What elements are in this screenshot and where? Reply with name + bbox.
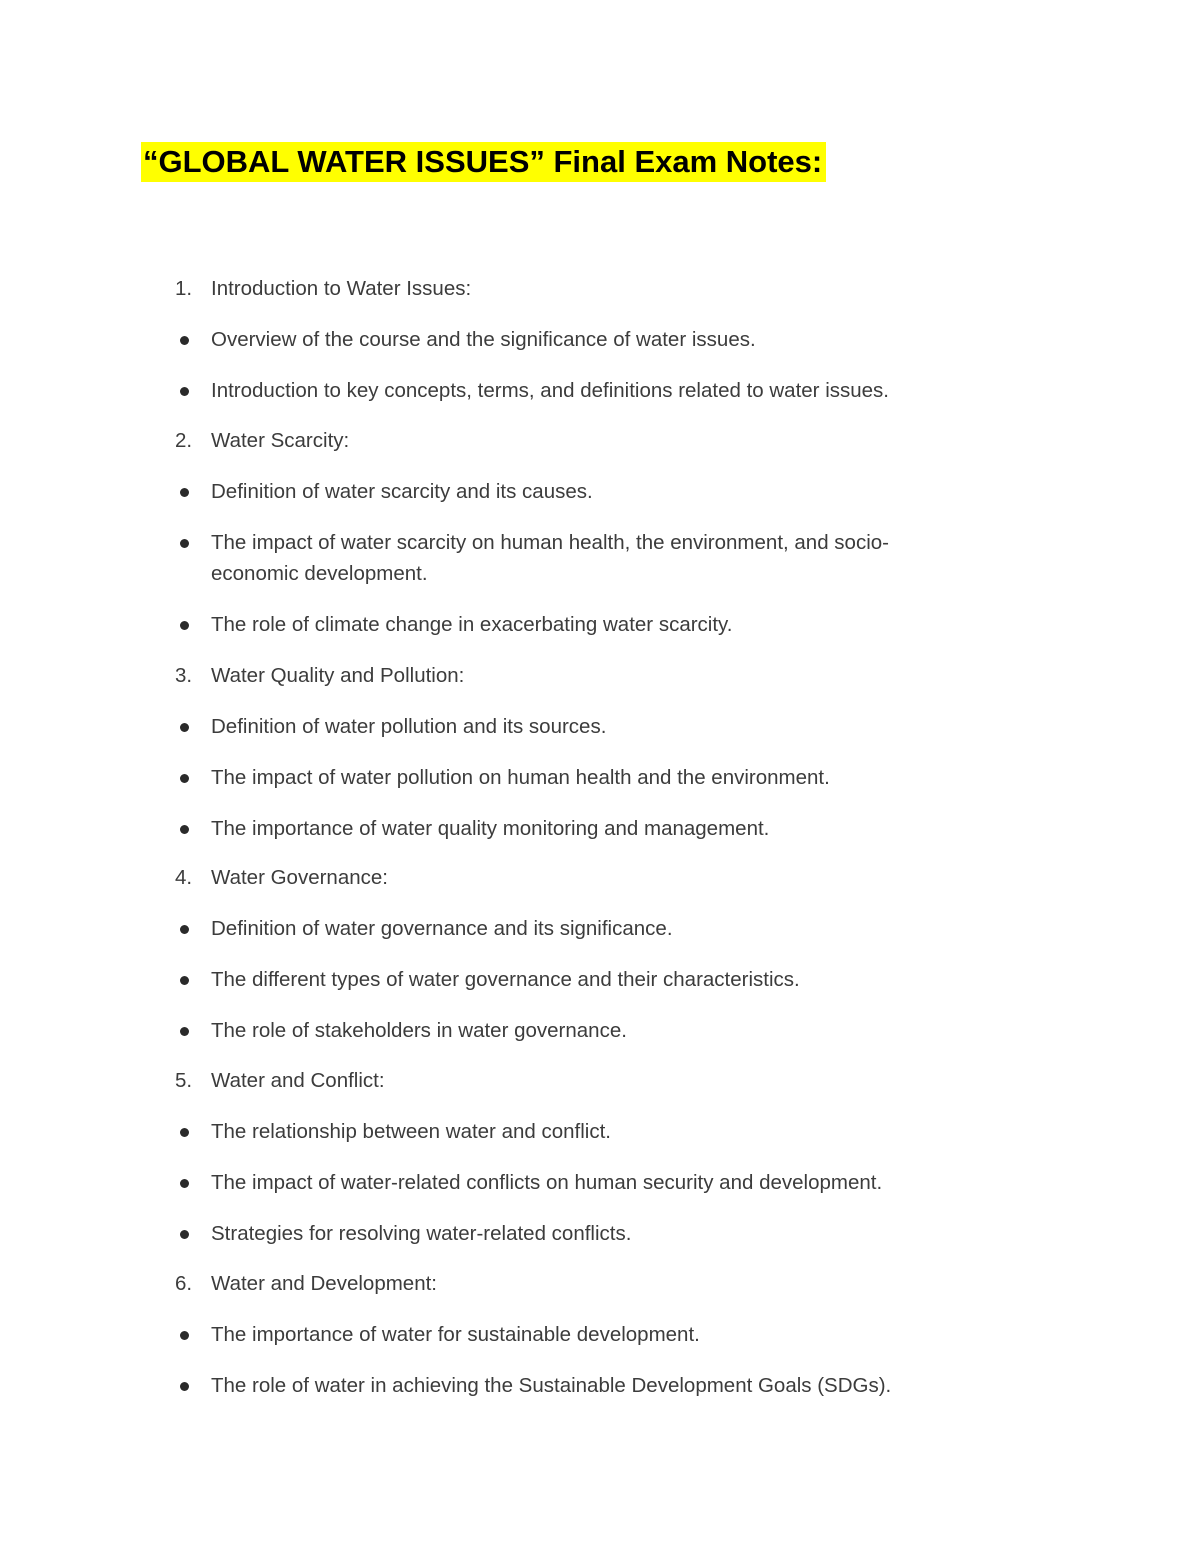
bullet-text: Overview of the course and the significance of water issues. (211, 328, 756, 351)
bullet-dot-icon (180, 925, 189, 934)
document-title: “GLOBAL WATER ISSUES” Final Exam Notes: (141, 142, 826, 182)
bullet-marker (175, 1116, 203, 1147)
bullet-marker (175, 527, 203, 558)
list-number-label: 3. (175, 664, 193, 687)
bullet-text: Strategies for resolving water-related conflicts. (211, 1222, 632, 1245)
bullet-dot-icon (180, 1179, 189, 1188)
list-number (175, 862, 203, 893)
section-heading-text: Water Quality and Pollution: (211, 664, 465, 687)
bullet-marker (175, 813, 203, 844)
bullet-marker (175, 1370, 203, 1401)
bullet-dot-icon (180, 723, 189, 732)
bullet-marker (175, 1167, 203, 1198)
bullet-dot-icon (180, 1382, 189, 1391)
bullet-text: The importance of water quality monitoring and management. (211, 817, 770, 840)
section-heading-text: Water and Conflict: (211, 1069, 385, 1092)
section-heading-text: Water and Development: (211, 1272, 437, 1295)
bullet-text: Definition of water scarcity and its causes. (211, 480, 593, 503)
bullet-marker (175, 913, 203, 944)
bullet-dot-icon (180, 774, 189, 783)
bullet-marker (175, 375, 203, 406)
list-number (175, 660, 203, 691)
bullet-marker (175, 1319, 203, 1350)
bullet-dot-icon (180, 1331, 189, 1340)
bullet-marker (175, 964, 203, 995)
bullet-marker (175, 476, 203, 507)
bullet-text: The relationship between water and conflict. (211, 1120, 611, 1143)
list-number (175, 425, 203, 456)
bullet-dot-icon (180, 1230, 189, 1239)
bullet-dot-icon (180, 1027, 189, 1036)
list-number-label: 2. (175, 429, 193, 452)
bullet-text: The different types of water governance and their characteristics. (211, 968, 800, 991)
list-number-label: 6. (175, 1272, 193, 1295)
bullet-marker (175, 762, 203, 793)
bullet-dot-icon (180, 488, 189, 497)
bullet-dot-icon (180, 1128, 189, 1137)
bullet-text: The role of water in achieving the Sustainable Development Goals (SDGs). (211, 1374, 892, 1397)
list-number (175, 1268, 203, 1299)
bullet-marker (175, 324, 203, 355)
bullet-text: The importance of water for sustainable development. (211, 1323, 700, 1346)
list-number (175, 273, 203, 304)
bullet-marker (175, 1218, 203, 1249)
bullet-text: Introduction to key concepts, terms, and definitions related to water issues. (211, 379, 889, 402)
bullet-dot-icon (180, 621, 189, 630)
bullet-text: The impact of water scarcity on human health, the environment, and socio-economic development. (211, 531, 889, 585)
bullet-dot-icon (180, 336, 189, 345)
bullet-dot-icon (180, 825, 189, 834)
bullet-marker (175, 609, 203, 640)
list-number-label: 4. (175, 866, 193, 889)
section-heading-text: Water Governance: (211, 866, 388, 889)
bullet-text: The role of stakeholders in water governance. (211, 1019, 627, 1042)
bullet-dot-icon (180, 387, 189, 396)
list-number-label: 1. (175, 277, 193, 300)
bullet-text: Definition of water pollution and its sources. (211, 715, 607, 738)
bullet-marker (175, 711, 203, 742)
section-heading-text: Water Scarcity: (211, 429, 350, 452)
bullet-text: The impact of water pollution on human health and the environment. (211, 766, 830, 789)
bullet-text: Definition of water governance and its significance. (211, 917, 673, 940)
bullet-dot-icon (180, 976, 189, 985)
bullet-marker (175, 1015, 203, 1046)
bullet-dot-icon (180, 539, 189, 548)
list-number-label: 5. (175, 1069, 193, 1092)
list-number (175, 1065, 203, 1096)
section-heading-text: Introduction to Water Issues: (211, 277, 472, 300)
bullet-text: The impact of water-related conflicts on human security and development. (211, 1171, 883, 1194)
bullet-text: The role of climate change in exacerbating water scarcity. (211, 613, 733, 636)
